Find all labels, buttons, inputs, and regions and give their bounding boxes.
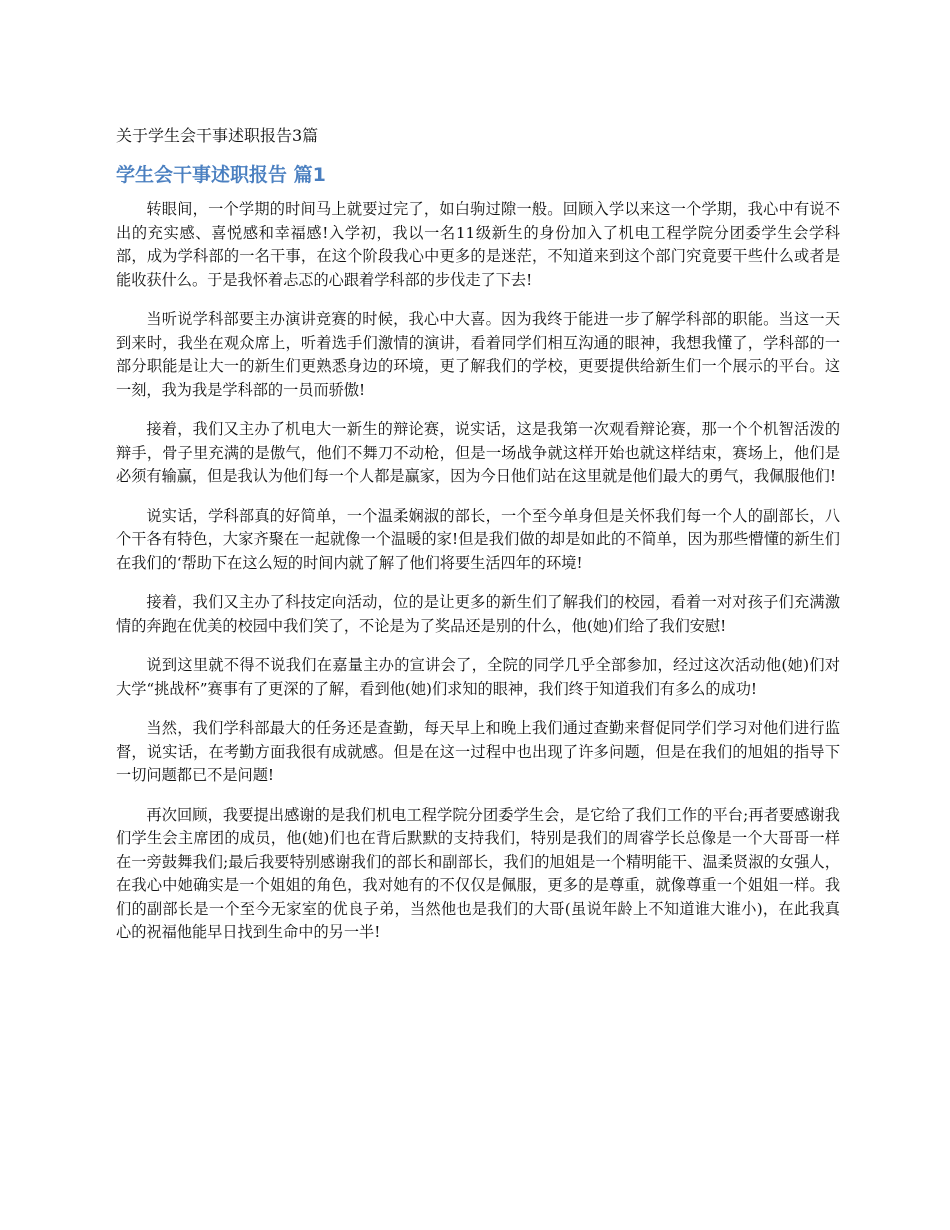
paragraph-1: 转眼间，一个学期的时间马上就要过完了，如白驹过隙一般。回顾入学以来这一个学期，我心中有说不出的充实感、喜悦感和幸福感!入学初，我以一名11级新生的身份加入了机电工程学院分团委学生会学科部，成为学科部的一名干事，在这个阶段我心中更多的是迷茫，不知道来到这个部门究竟要干些什么或者是能收获什么。于是我怀着忐忑的心跟着学科部的步伐走了下去! bbox=[116, 200, 840, 289]
document-content bbox=[116, 124, 840, 961]
paragraph-4: 说实话，学科部真的好简单，一个温柔娴淑的部长，一个至今单身但是关怀我们每一个人的副部长，八个干各有特色，大家齐聚在一起就像一个温暖的家!但是我们做的却是如此的不简单，因为那些懵懂的新生们在我们的‘帮助下在这么短的时间内就了解了他们将要生活四年的环境! bbox=[116, 506, 840, 572]
paragraph-2: 当听说学科部要主办演讲竞赛的时候，我心中大喜。因为我终于能进一步了解学科部的职能。当这一天到来时，我坐在观众席上，听着选手们激情的演讲，看着同学们相互沟通的眼神，我想我懂了，学科部的一部分职能是让大一的新生们更熟悉身边的环境，更了解我们的学校，更要提供给新生们一个展示的平台。这一刻，我为我是学科部的一员而骄傲! bbox=[116, 310, 840, 399]
paragraph-8: 再次回顾，我要提出感谢的是我们机电工程学院分团委学生会，是它给了我们工作的平台;再者要感谢我们学生会主席团的成员，他(她)们也在背后默默的支持我们，特别是我们的周睿学长总像是一个大哥哥一样在一旁鼓舞我们;最后我要特别感谢我们的部长和副部长，我们的旭姐是一个精明能干、温柔贤淑的女强人，在我心中她确实是一个姐姐的角色，我对她有的不仅仅是佩服，更多的是尊重，就像尊重一个姐姐一样。我们的副部长是一个至今无家室的优良子弟，当然他也是我们的大哥(虽说年龄上不知道谁大谁小)，在此我真心的祝福他能早日找到生命中的另一半! bbox=[116, 805, 840, 941]
section-heading: 学生会干事述职报告 篇1 bbox=[116, 164, 326, 186]
paragraph-5: 接着，我们又主办了科技定向活动，位的是让更多的新生们了解我们的校园，看着一对对孩子们充满激情的奔跑在优美的校园中我们笑了，不论是为了奖品还是别的什么，他(她)们给了我们安慰! bbox=[116, 593, 840, 635]
paragraph-6: 说到这里就不得不说我们在嘉量主办的宣讲会了，全院的同学几乎全部参加，经过这次活动他(她)们对大学“挑战杯”赛事有了更深的了解，看到他(她)们求知的眼神，我们终于知道我们有多么的成功! bbox=[116, 656, 840, 698]
paragraph-7: 当然，我们学科部最大的任务还是查勤，每天早上和晚上我们通过查勤来督促同学们学习对他们进行监督，说实话，在考勤方面我很有成就感。但是在这一过程中也出现了许多问题，但是在我们的旭姐的指导下一切问题都已不是问题! bbox=[116, 719, 840, 784]
document-title: 关于学生会干事述职报告3篇 bbox=[116, 126, 319, 145]
paragraph-3: 接着，我们又主办了机电大一新生的辩论赛，说实话，这是我第一次观看辩论赛，那一个个机智活泼的辩手，骨子里充满的是傲气，他们不舞刀不动枪，但是一场战争就这样开始也就这样结束，赛场上，他们是必须有输赢，但是我认为他们每一个人都是赢家，因为今日他们站在这里就是他们最大的勇气，我佩服他们! bbox=[116, 420, 840, 485]
